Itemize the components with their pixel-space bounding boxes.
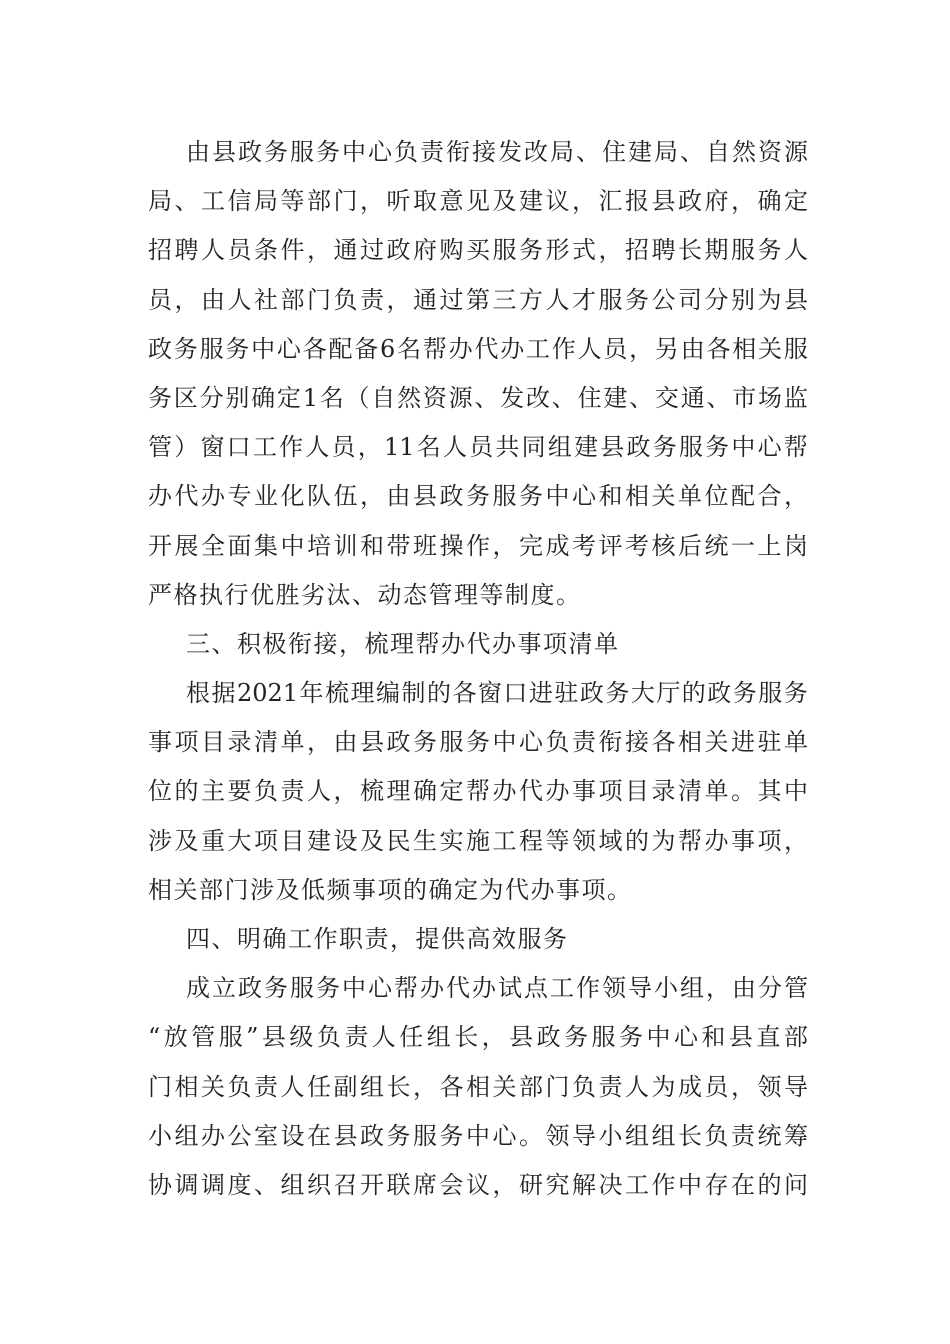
text-line: 开 展 全 面 集 中 培 训 和 带 班 操 作 ， 完 成 考 评 考 核 后 统 一 上 岗 — [148, 531, 808, 560]
text-line: 协 调 调 度 、 组 织 召 开 联 席 会 议 ， 研 究 解 决 工 作 中 存 在 的 问 — [148, 1170, 808, 1199]
text-line: 涉 及 重 大 项 目 建 设 及 民 生 实 施 工 程 等 领 域 的 为 帮 办 事 项 ， — [148, 826, 808, 855]
text-line: 管 ） 窗 口 工 作 人 员 ， 11 名 人 员 共 同 组 建 县 政 务 服 务 中 心 帮 — [148, 433, 808, 462]
text-line: 四、明确工作职责，提供高效服务 — [186, 925, 569, 953]
text-line: 三、积极衔接，梳理帮办代办事项清单 — [186, 629, 620, 658]
text-line: 事 项 目 录 清 单 ， 由 县 政 务 服 务 中 心 负 责 衔 接 各 相 关 进 驻 单 — [148, 728, 808, 757]
text-line: 位 的 主 要 负 责 人 ， 梳 理 确 定 帮 办 代 办 事 项 目 录 清 单 。 其 中 — [148, 777, 808, 806]
text-line: 务 区 分 别 确 定 1 名 （ 自 然 资 源 、 发 改 、 住 建 、 交 通 、 市 场 监 — [148, 383, 808, 412]
text-line: 员 ， 由 人 社 部 门 负 责 ， 通 过 第 三 方 人 才 服 务 公 司 分 别 为 县 — [148, 285, 808, 314]
text-line: 小 组 办 公 室 设 在 县 政 务 服 务 中 心 。 领 导 小 组 组 长 负 责 统 筹 — [148, 1121, 808, 1150]
text-line: 成 立 政 务 服 务 中 心 帮 办 代 办 试 点 工 作 领 导 小 组 ， 由 分 管 — [186, 974, 808, 1003]
text-line: 严格执行优胜劣汰、动态管理等制度。 — [148, 580, 582, 609]
text-line: 招 聘 人 员 条 件 ， 通 过 政 府 购 买 服 务 形 式 ， 招 聘 长 期 服 务 人 — [148, 236, 808, 265]
text-line: 由 县 政 务 服 务 中 心 负 责 衔 接 发 改 局 、 住 建 局 、 自 然 资 源 — [186, 138, 808, 166]
text-line: 根 据 2021 年 梳 理 编 制 的 各 窗 口 进 驻 政 务 大 厅 的 政 务 服 务 — [186, 679, 808, 708]
text-line: “ 放 管 服 ” 县 级 负 责 人 任 组 长 ， 县 政 务 服 务 中 心 和 县 直 部 — [148, 1023, 808, 1052]
text-line: 门 相 关 负 责 人 任 副 组 长 ， 各 相 关 部 门 负 责 人 为 成 员 ， 领 导 — [148, 1072, 808, 1101]
text-line: 相关部门涉及低频事项的确定为代办事项。 — [148, 875, 633, 904]
text-line: 办 代 办 专 业 化 队 伍 ， 由 县 政 务 服 务 中 心 和 相 关 单 位 配 合 ， — [148, 482, 808, 511]
body-text — [148, 128, 808, 1210]
text-line: 局 、 工 信 局 等 部 门 ， 听 取 意 见 及 建 议 ， 汇 报 县 政 府 ， 确 定 — [148, 187, 808, 216]
text-line: 政 务 服 务 中 心 各 配 备 6 名 帮 办 代 办 工 作 人 员 ， 另 由 各 相 关 服 — [148, 334, 808, 363]
